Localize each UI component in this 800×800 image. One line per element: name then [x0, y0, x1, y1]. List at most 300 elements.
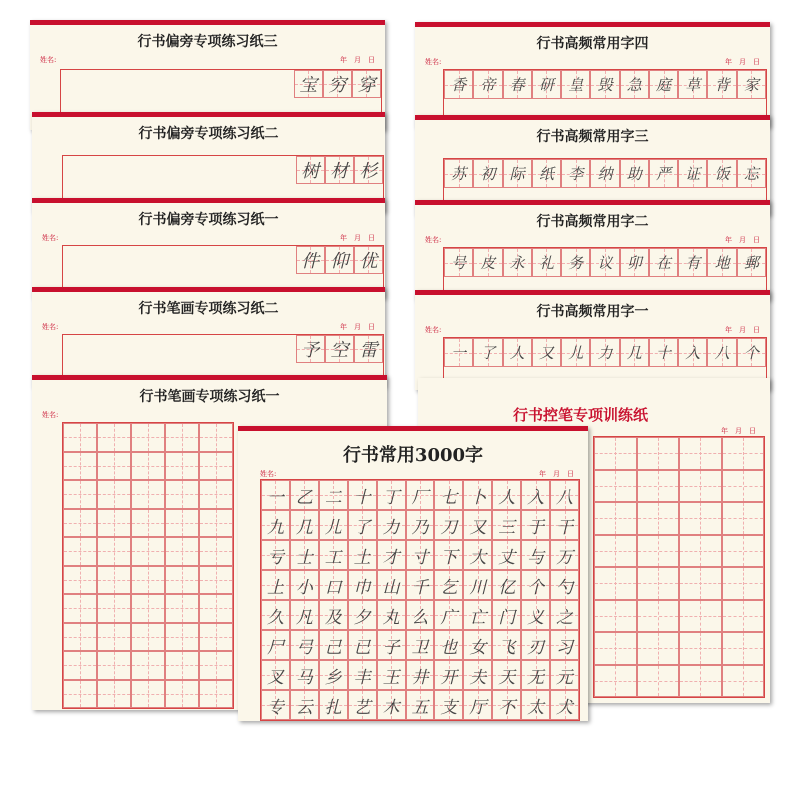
grid-cell [348, 630, 377, 660]
grid-cell [325, 156, 354, 184]
date-label: 年 月 日 [721, 427, 756, 435]
grid-char: 八 [556, 487, 574, 508]
grid-char: 宝 [299, 75, 318, 96]
grid-cell [444, 70, 473, 99]
grid-char: 一 [266, 487, 284, 508]
grid-char: 纳 [597, 165, 613, 183]
grid-cell [637, 632, 680, 665]
grid-cell [649, 248, 678, 277]
grid-cell [348, 480, 377, 510]
grid-cell [722, 502, 765, 535]
sheet-title: 行书笔画专项练习纸一 [139, 389, 280, 405]
grid-cell [131, 423, 165, 452]
grid-char: 树 [301, 161, 320, 182]
grid-cell [434, 630, 463, 660]
sheet-title: 行书高频常用字一 [536, 304, 649, 320]
grid-char: 小 [295, 577, 313, 598]
grid-char: 七 [440, 487, 458, 508]
grid-char: 在 [656, 254, 672, 272]
sheet-meta [260, 469, 574, 479]
grid-cell [492, 600, 521, 630]
grid-cell [63, 594, 97, 623]
grid-cell [296, 246, 325, 274]
grid-char: 下 [440, 547, 458, 568]
name-label: 姓名: [42, 234, 59, 242]
sheet-title: 行书笔画专项练习纸二 [138, 301, 279, 317]
grid-cell [354, 156, 383, 184]
grid-cell [354, 335, 383, 363]
grid-char: 亿 [498, 577, 516, 598]
grid-cell [406, 630, 435, 660]
grid-cell [261, 540, 290, 570]
grid-cell [521, 600, 550, 630]
sheet-meta [42, 410, 377, 420]
grid-cell [63, 423, 97, 452]
grid-cell [377, 690, 406, 720]
grid-cell [63, 452, 97, 481]
grid-char: 优 [359, 251, 378, 272]
sheet-meta [425, 235, 760, 245]
grid-cell [594, 502, 637, 535]
grid-char: 乃 [411, 517, 429, 538]
grid-cell [679, 632, 722, 665]
grid-char: 了 [480, 344, 496, 362]
grid-cell [377, 570, 406, 600]
grid-char: 亡 [469, 607, 487, 628]
grid-cell [620, 159, 649, 188]
grid-char: 卯 [626, 254, 642, 272]
grid-cell [165, 651, 199, 680]
grid-char: 研 [538, 76, 554, 94]
grid-char: 礼 [538, 254, 554, 272]
grid-char: 才 [382, 547, 400, 568]
grid-char: 初 [480, 165, 496, 183]
grid-char: 穿 [357, 75, 376, 96]
grid-cell [463, 630, 492, 660]
grid-cell [261, 570, 290, 600]
grid-cell [737, 248, 766, 277]
grid-cell [319, 510, 348, 540]
grid-char: 己 [324, 637, 342, 658]
grid-cell [492, 480, 521, 510]
grid-char: 川 [469, 577, 487, 598]
grid-cell [722, 632, 765, 665]
grid-char: 太 [527, 697, 545, 718]
grid-cell [434, 540, 463, 570]
grid-cell [492, 630, 521, 660]
main-practice-grid [260, 479, 580, 721]
grid-char: 艺 [353, 697, 371, 718]
grid-char: 际 [509, 165, 525, 183]
grid-cell [590, 248, 619, 277]
grid-char: 草 [685, 76, 701, 94]
grid-char: 号 [451, 254, 467, 272]
grid-cell [637, 665, 680, 698]
date-label: 年 月 日 [539, 470, 574, 478]
grid-cell [165, 566, 199, 595]
grid-char: 厅 [469, 697, 487, 718]
grid-cell [97, 509, 131, 538]
grid-cell [649, 70, 678, 99]
grid-cell [199, 623, 233, 652]
grid-char: 夫 [469, 667, 487, 688]
grid-cell [261, 630, 290, 660]
grid-cell [199, 651, 233, 680]
date-label: 年 月 日 [725, 58, 760, 66]
grid-cell [722, 567, 765, 600]
grid-cell [131, 651, 165, 680]
grid-char: 证 [685, 165, 701, 183]
grid-char: 犬 [556, 697, 574, 718]
grid-cell [352, 70, 381, 98]
grid-cell [354, 246, 383, 274]
grid-cell [131, 537, 165, 566]
grid-char: 凡 [295, 607, 313, 628]
grid-char: 不 [498, 697, 516, 718]
grid-char: 材 [330, 161, 349, 182]
grid-char: 庭 [656, 76, 672, 94]
grid-char: 专 [266, 697, 284, 718]
sheet-title: 行书高频常用字二 [536, 214, 649, 230]
grid-char: 一 [451, 344, 467, 362]
grid-cell [131, 566, 165, 595]
grid-cell [199, 566, 233, 595]
grid-cell [406, 600, 435, 630]
grid-char: 千 [411, 577, 429, 598]
grid-char: 元 [556, 667, 574, 688]
grid-char: 仰 [330, 251, 349, 272]
grid-cell [492, 570, 521, 600]
grid-char: 杉 [359, 161, 378, 182]
grid-cell [707, 248, 736, 277]
grid-cell [444, 248, 473, 277]
grid-cell [165, 537, 199, 566]
sheet-meta [42, 322, 375, 332]
grid-cell [131, 594, 165, 623]
grid-cell [620, 248, 649, 277]
grid-cell [296, 335, 325, 363]
grid-cell [594, 665, 637, 698]
grid-cell [463, 510, 492, 540]
grid-cell [377, 540, 406, 570]
grid-cell [637, 567, 680, 600]
date-label: 年 月 日 [725, 236, 760, 244]
grid-char: 子 [382, 637, 400, 658]
grid-cell [594, 567, 637, 600]
grid-cell [679, 600, 722, 633]
grid-cell [97, 423, 131, 452]
grid-cell [165, 594, 199, 623]
grid-char: 丁 [382, 487, 400, 508]
grid-char: 广 [440, 607, 458, 628]
grid-cell [532, 159, 561, 188]
grid-char: 香 [451, 76, 467, 94]
grid-cell [473, 338, 502, 367]
grid-char: 春 [509, 76, 525, 94]
grid-char: 马 [295, 667, 313, 688]
grid-cell [492, 690, 521, 720]
grid-cell [165, 423, 199, 452]
grid-char: 井 [411, 667, 429, 688]
sheet-freq-2 [415, 200, 770, 300]
grid-char: 皇 [568, 76, 584, 94]
grid-cell [97, 566, 131, 595]
grid-cell [290, 660, 319, 690]
grid-cell [521, 660, 550, 690]
grid-char: 入 [685, 344, 701, 362]
grid-cell [348, 510, 377, 540]
grid-cell [323, 70, 352, 98]
grid-cell [561, 70, 590, 99]
grid-cell [325, 335, 354, 363]
grid-char: 地 [714, 254, 730, 272]
grid-cell [463, 480, 492, 510]
grid-char: 丰 [353, 667, 371, 688]
grid-cell [678, 70, 707, 99]
grid-char: 几 [295, 517, 313, 538]
grid-char: 久 [266, 607, 284, 628]
grid-char: 王 [382, 667, 400, 688]
grid-char: 二 [324, 487, 342, 508]
grid-cell [637, 535, 680, 568]
grid-char: 口 [324, 577, 342, 598]
grid-char: 十 [353, 487, 371, 508]
grid-char: 及 [324, 607, 342, 628]
grid-cell [290, 570, 319, 600]
grid-cell [503, 338, 532, 367]
name-label: 姓名: [42, 323, 59, 331]
grid-cell [296, 156, 325, 184]
grid-char: 乙 [295, 487, 313, 508]
grid-cell [473, 159, 502, 188]
grid-char: 寸 [411, 547, 429, 568]
grid-char: 儿 [324, 517, 342, 538]
grid-cell [561, 338, 590, 367]
grid-char: 郵 [743, 254, 759, 272]
grid-cell [406, 540, 435, 570]
stroke-grid [62, 422, 234, 709]
grid-char: 刀 [440, 517, 458, 538]
grid-char: 急 [626, 76, 642, 94]
grid-cell [678, 248, 707, 277]
grid-cell [97, 623, 131, 652]
grid-cell [261, 690, 290, 720]
grid-char: 尸 [266, 637, 284, 658]
grid-cell [290, 510, 319, 540]
grid-cell [377, 660, 406, 690]
name-label: 姓名: [425, 326, 442, 334]
grid-cell [199, 509, 233, 538]
grid-cell [63, 651, 97, 680]
grid-cell [290, 600, 319, 630]
grid-char: 已 [353, 637, 371, 658]
grid-cell [550, 600, 579, 630]
grid-cell [637, 437, 680, 470]
grid-cell [63, 480, 97, 509]
grid-char: 人 [498, 487, 516, 508]
grid-char: 女 [469, 637, 487, 658]
sheet-common-3000 [238, 426, 588, 721]
grid-char: 扎 [324, 697, 342, 718]
grid-cell [131, 680, 165, 709]
grid-char: 三 [498, 517, 516, 538]
grid-cell [261, 480, 290, 510]
grid-cell [294, 70, 323, 98]
grid-cell [473, 70, 502, 99]
grid-cell [594, 470, 637, 503]
grid-char: 空 [330, 340, 349, 361]
grid-cell [261, 600, 290, 630]
grid-cell [679, 535, 722, 568]
grid-cell [463, 540, 492, 570]
grid-cell [63, 509, 97, 538]
grid-char: 乞 [440, 577, 458, 598]
grid-char: 毁 [597, 76, 613, 94]
grid-cell [532, 338, 561, 367]
grid-char: 严 [656, 165, 672, 183]
grid-cell [97, 452, 131, 481]
date-label: 年 月 日 [340, 323, 375, 331]
grid-cell [434, 600, 463, 630]
grid-cell [550, 480, 579, 510]
grid-char: 云 [295, 697, 313, 718]
grid-char: 大 [469, 547, 487, 568]
grid-cell [707, 70, 736, 99]
sheet-title: 行书偏旁专项练习纸二 [138, 126, 279, 142]
grid-cell [737, 338, 766, 367]
grid-cell [199, 537, 233, 566]
grid-cell [492, 660, 521, 690]
grid-cell [707, 338, 736, 367]
sheet-meta [42, 233, 375, 243]
grid-cell [97, 594, 131, 623]
grid-char: 议 [597, 254, 613, 272]
grid-cell [637, 502, 680, 535]
grid-char: 勺 [556, 577, 574, 598]
grid-cell [722, 437, 765, 470]
grid-cell [722, 535, 765, 568]
grid-cell [97, 651, 131, 680]
grid-char: 习 [556, 637, 574, 658]
sheet-radical-2 [32, 112, 385, 212]
grid-char: 家 [743, 76, 759, 94]
grid-cell [521, 570, 550, 600]
sheet-title: 行书控笔专项训练纸 [513, 406, 649, 424]
grid-cell [550, 660, 579, 690]
grid-cell [444, 159, 473, 188]
grid-cell [319, 570, 348, 600]
grid-cell [737, 159, 766, 188]
grid-cell [131, 623, 165, 652]
grid-cell [319, 630, 348, 660]
grid-cell [319, 600, 348, 630]
grid-char: 厂 [411, 487, 429, 508]
name-label: 姓名: [42, 411, 59, 419]
grid-cell [199, 480, 233, 509]
grid-char: 雷 [359, 340, 378, 361]
grid-cell [434, 660, 463, 690]
name-label: 姓名: [425, 58, 442, 66]
grid-cell [434, 570, 463, 600]
grid-cell [319, 660, 348, 690]
date-label: 年 月 日 [340, 234, 375, 242]
grid-char: 人 [509, 344, 525, 362]
grid-cell [532, 70, 561, 99]
sheet-title: 行书偏旁专项练习纸三 [137, 34, 278, 50]
grid-cell [63, 566, 97, 595]
grid-cell [377, 510, 406, 540]
name-label: 姓名: [40, 56, 57, 64]
grid-cell [131, 480, 165, 509]
grid-cell [679, 470, 722, 503]
grid-char: 乡 [324, 667, 342, 688]
grid-cell [199, 452, 233, 481]
grid-char: 土 [353, 547, 371, 568]
grid-cell [97, 537, 131, 566]
grid-cell [550, 630, 579, 660]
name-label: 姓名: [425, 236, 442, 244]
grid-cell [290, 630, 319, 660]
grid-char: 皮 [480, 254, 496, 272]
sheet-meta [40, 55, 375, 65]
sheet-meta [425, 325, 760, 335]
grid-cell [377, 480, 406, 510]
sheet-stroke-2 [32, 287, 385, 387]
grid-char: 十 [656, 344, 672, 362]
grid-cell [594, 600, 637, 633]
grid-cell [348, 600, 377, 630]
grid-cell [532, 248, 561, 277]
grid-cell [521, 510, 550, 540]
grid-cell [406, 690, 435, 720]
grid-cell [406, 510, 435, 540]
control-grid [593, 436, 765, 698]
grid-cell [444, 338, 473, 367]
grid-cell [199, 680, 233, 709]
name-label: 姓名: [260, 470, 277, 478]
grid-cell [348, 540, 377, 570]
grid-char: 山 [382, 577, 400, 598]
grid-cell [722, 600, 765, 633]
grid-cell [637, 470, 680, 503]
sheet-title: 行书常用3000字 [342, 445, 484, 466]
sheet-title: 行书高频常用字四 [536, 36, 649, 52]
grid-cell [503, 70, 532, 99]
grid-char: 门 [498, 607, 516, 628]
grid-char: 李 [568, 165, 584, 183]
grid-cell [679, 502, 722, 535]
grid-char: 永 [509, 254, 525, 272]
grid-char: 务 [568, 254, 584, 272]
grid-cell [737, 70, 766, 99]
grid-cell [434, 510, 463, 540]
grid-cell [63, 680, 97, 709]
grid-cell [434, 690, 463, 720]
grid-cell [261, 510, 290, 540]
grid-char: 也 [440, 637, 458, 658]
grid-cell [620, 338, 649, 367]
grid-char: 了 [353, 517, 371, 538]
grid-cell [199, 594, 233, 623]
grid-char: 入 [527, 487, 545, 508]
grid-char: 万 [556, 547, 574, 568]
grid-cell [463, 570, 492, 600]
grid-char: 么 [411, 607, 429, 628]
grid-char: 卜 [469, 487, 487, 508]
grid-char: 之 [556, 607, 574, 628]
grid-cell [165, 680, 199, 709]
grid-cell [637, 600, 680, 633]
